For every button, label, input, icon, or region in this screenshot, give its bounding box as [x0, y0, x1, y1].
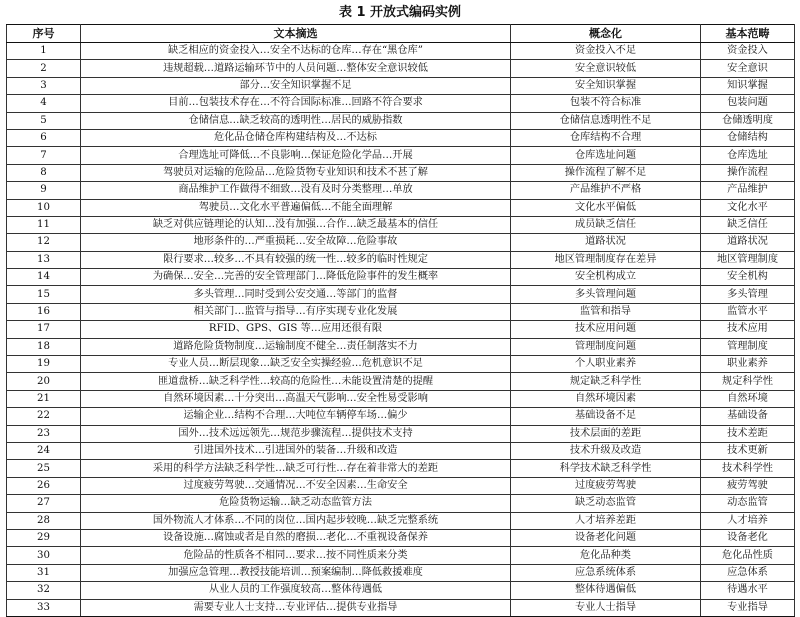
cell-text-excerpt: 自然环境因素…十分突出…高温天气影响…安全性易受影响 — [81, 390, 511, 407]
cell-text-excerpt: 运输企业…结构不合理…大吨位车辆停车场…偏少 — [81, 408, 511, 425]
table-row — [7, 129, 795, 146]
table-row — [7, 234, 795, 251]
table-row — [7, 425, 795, 442]
cell-concept: 基础设备不足 — [511, 408, 701, 425]
cell-category: 仓储结构 — [701, 129, 795, 146]
cell-category: 产品维护 — [701, 182, 795, 199]
cell-index: 5 — [7, 112, 81, 129]
cell-text-excerpt: 缺乏对供应链理论的认知…没有加强…合作…缺乏最基本的信任 — [81, 216, 511, 233]
cell-text-excerpt: 地形条件的…严重损耗…安全故障…危险事故 — [81, 234, 511, 251]
table-row — [7, 321, 795, 338]
cell-text-excerpt: 引进国外技术…引进国外的装备…升级和改造 — [81, 442, 511, 459]
cell-index: 1 — [7, 43, 81, 60]
cell-text-excerpt: 加强应急管理…教授技能培训…预案编制…降低救援难度 — [81, 564, 511, 581]
cell-index: 18 — [7, 338, 81, 355]
cell-concept: 安全知识掌握 — [511, 77, 701, 94]
cell-concept: 自然环境因素 — [511, 390, 701, 407]
cell-category: 动态监管 — [701, 495, 795, 512]
cell-text-excerpt: 违规超载…道路运输环节中的人员问题…整体安全意识较低 — [81, 60, 511, 77]
cell-text-excerpt: 目前…包装技术存在…不符合国际标准…回路不符合要求 — [81, 95, 511, 112]
cell-index: 9 — [7, 182, 81, 199]
cell-concept: 监管和指导 — [511, 303, 701, 320]
cell-text-excerpt: 国外…技术远远领先…规范步骤流程…提供技术支持 — [81, 425, 511, 442]
table-row — [7, 77, 795, 94]
cell-index: 30 — [7, 547, 81, 564]
cell-index: 31 — [7, 564, 81, 581]
cell-index: 28 — [7, 512, 81, 529]
table-row — [7, 564, 795, 581]
header-concept: 概念化 — [511, 25, 701, 43]
cell-category: 仓库选址 — [701, 147, 795, 164]
cell-text-excerpt: 相关部门…监管与指导…有序实现专业化发展 — [81, 303, 511, 320]
header-category: 基本范畴 — [701, 25, 795, 43]
cell-index: 20 — [7, 373, 81, 390]
cell-concept: 成员缺乏信任 — [511, 216, 701, 233]
cell-category: 包装问题 — [701, 95, 795, 112]
cell-concept: 多头管理问题 — [511, 286, 701, 303]
table-row — [7, 477, 795, 494]
cell-text-excerpt: 为确保…安全…完善的安全管理部门…降低危险事件的发生概率 — [81, 269, 511, 286]
table-header — [7, 25, 795, 43]
cell-index: 10 — [7, 199, 81, 216]
cell-index: 24 — [7, 442, 81, 459]
cell-text-excerpt: 限行要求…较多…不具有较强的统一性…较多的临时性规定 — [81, 251, 511, 268]
table-title: 表 1 开放式编码实例 — [338, 5, 462, 20]
cell-index: 21 — [7, 390, 81, 407]
cell-index: 6 — [7, 129, 81, 146]
cell-category: 规定科学性 — [701, 373, 795, 390]
cell-category: 仓储透明度 — [701, 112, 795, 129]
cell-concept: 管理制度问题 — [511, 338, 701, 355]
table-row — [7, 147, 795, 164]
cell-index: 27 — [7, 495, 81, 512]
cell-category: 技术科学性 — [701, 460, 795, 477]
cell-concept: 道路状况 — [511, 234, 701, 251]
cell-concept: 科学技术缺乏科学性 — [511, 460, 701, 477]
cell-concept: 操作流程了解不足 — [511, 164, 701, 181]
cell-category: 多头管理 — [701, 286, 795, 303]
table-body — [7, 43, 795, 617]
cell-category: 技术更新 — [701, 442, 795, 459]
table-row — [7, 60, 795, 77]
table-row — [7, 164, 795, 181]
cell-text-excerpt: 商品维护工作做得不细致…没有及时分类整理…单放 — [81, 182, 511, 199]
cell-text-excerpt: 仓储信息…缺乏较高的透明性…居民的威胁指数 — [81, 112, 511, 129]
header-text-excerpt: 文本摘选 — [81, 25, 511, 43]
cell-concept: 产品维护不严格 — [511, 182, 701, 199]
cell-index: 23 — [7, 425, 81, 442]
table-row — [7, 529, 795, 546]
cell-concept: 仓储信息透明性不足 — [511, 112, 701, 129]
cell-category: 操作流程 — [701, 164, 795, 181]
cell-category: 人才培养 — [701, 512, 795, 529]
cell-text-excerpt: 国外物流人才体系…不同的岗位…国内起步较晚…缺乏完整系统 — [81, 512, 511, 529]
cell-text-excerpt: 采用的科学方法缺乏科学性…缺乏可行性…存在着非常大的差距 — [81, 460, 511, 477]
cell-category: 设备老化 — [701, 529, 795, 546]
cell-concept: 文化水平偏低 — [511, 199, 701, 216]
table-row — [7, 582, 795, 599]
cell-index: 33 — [7, 599, 81, 616]
cell-index: 3 — [7, 77, 81, 94]
table-row — [7, 495, 795, 512]
cell-concept: 资金投入不足 — [511, 43, 701, 60]
table-row — [7, 251, 795, 268]
cell-concept: 包装不符合标准 — [511, 95, 701, 112]
cell-text-excerpt: 需要专业人士支持…专业评估…提供专业指导 — [81, 599, 511, 616]
cell-category: 技术应用 — [701, 321, 795, 338]
table-row — [7, 303, 795, 320]
cell-index: 17 — [7, 321, 81, 338]
cell-category: 应急体系 — [701, 564, 795, 581]
cell-concept: 规定缺乏科学性 — [511, 373, 701, 390]
cell-text-excerpt: 危化品仓储仓库构建结构及…不达标 — [81, 129, 511, 146]
cell-concept: 安全机构成立 — [511, 269, 701, 286]
cell-category: 危化品性质 — [701, 547, 795, 564]
cell-text-excerpt: RFID、GPS、GIS 等…应用还很有限 — [81, 321, 511, 338]
cell-category: 文化水平 — [701, 199, 795, 216]
cell-category: 待遇水平 — [701, 582, 795, 599]
cell-concept: 专业人士指导 — [511, 599, 701, 616]
table-row — [7, 512, 795, 529]
cell-concept: 仓库选址问题 — [511, 147, 701, 164]
cell-category: 自然环境 — [701, 390, 795, 407]
cell-text-excerpt: 从业人员的工作强度较高…整体待遇低 — [81, 582, 511, 599]
table-row — [7, 460, 795, 477]
table-row — [7, 269, 795, 286]
table-row — [7, 199, 795, 216]
cell-category: 专业指导 — [701, 599, 795, 616]
cell-concept: 过度疲劳驾驶 — [511, 477, 701, 494]
cell-concept: 设备老化问题 — [511, 529, 701, 546]
cell-concept: 技术升级及改造 — [511, 442, 701, 459]
cell-index: 12 — [7, 234, 81, 251]
cell-text-excerpt: 缺乏相应的资金投入…安全不达标的仓库…存在“黑仓库” — [81, 43, 511, 60]
cell-category: 职业素养 — [701, 356, 795, 373]
cell-concept: 仓库结构不合理 — [511, 129, 701, 146]
header-index: 序号 — [7, 25, 81, 43]
cell-concept: 地区管理制度存在差异 — [511, 251, 701, 268]
cell-category: 地区管理制度 — [701, 251, 795, 268]
cell-category: 安全机构 — [701, 269, 795, 286]
table-row — [7, 112, 795, 129]
cell-text-excerpt: 多头管理…同时受到公安交通…等部门的监督 — [81, 286, 511, 303]
cell-category: 道路状况 — [701, 234, 795, 251]
cell-concept: 应急系统体系 — [511, 564, 701, 581]
cell-index: 11 — [7, 216, 81, 233]
cell-index: 19 — [7, 356, 81, 373]
cell-category: 监管水平 — [701, 303, 795, 320]
cell-index: 13 — [7, 251, 81, 268]
header-row — [7, 25, 795, 43]
cell-concept: 整体待遇偏低 — [511, 582, 701, 599]
table-row — [7, 390, 795, 407]
table-row — [7, 547, 795, 564]
cell-text-excerpt: 专业人员…断层现象…缺乏安全实操经验…危机意识不足 — [81, 356, 511, 373]
table-row — [7, 43, 795, 60]
table-row — [7, 338, 795, 355]
cell-index: 8 — [7, 164, 81, 181]
table-row — [7, 356, 795, 373]
cell-index: 26 — [7, 477, 81, 494]
cell-concept: 个人职业素养 — [511, 356, 701, 373]
cell-text-excerpt: 驾驶员…文化水平普遍偏低…不能全面理解 — [81, 199, 511, 216]
cell-index: 14 — [7, 269, 81, 286]
cell-index: 2 — [7, 60, 81, 77]
table-row — [7, 373, 795, 390]
cell-index: 16 — [7, 303, 81, 320]
cell-text-excerpt: 驾驶员对运输的危险品…危险货物专业知识和技术不甚了解 — [81, 164, 511, 181]
cell-index: 32 — [7, 582, 81, 599]
cell-concept: 技术层面的差距 — [511, 425, 701, 442]
cell-index: 25 — [7, 460, 81, 477]
cell-text-excerpt: 过度疲劳驾驶…交通情况…不安全因素…生命安全 — [81, 477, 511, 494]
cell-text-excerpt: 部分…安全知识掌握不足 — [81, 77, 511, 94]
cell-category: 资金投入 — [701, 43, 795, 60]
cell-text-excerpt: 道路危险货物制度…运输制度不健全…责任制落实不力 — [81, 338, 511, 355]
cell-category: 缺乏信任 — [701, 216, 795, 233]
cell-text-excerpt: 危险货物运输…缺乏动态监管方法 — [81, 495, 511, 512]
cell-index: 7 — [7, 147, 81, 164]
cell-concept: 技术应用问题 — [511, 321, 701, 338]
cell-text-excerpt: 设备设施…腐蚀或者是自然的磨损…老化…不重视设备保养 — [81, 529, 511, 546]
cell-category: 技术差距 — [701, 425, 795, 442]
cell-index: 29 — [7, 529, 81, 546]
cell-category: 安全意识 — [701, 60, 795, 77]
table-row — [7, 216, 795, 233]
cell-text-excerpt: 危险品的性质各不相同…要求…按不同性质来分类 — [81, 547, 511, 564]
cell-text-excerpt: 合理选址可降低…不良影响…保证危险化学品…开展 — [81, 147, 511, 164]
table-row — [7, 286, 795, 303]
cell-category: 知识掌握 — [701, 77, 795, 94]
cell-concept: 危化品种类 — [511, 547, 701, 564]
cell-concept: 安全意识较低 — [511, 60, 701, 77]
cell-category: 疲劳驾驶 — [701, 477, 795, 494]
cell-index: 4 — [7, 95, 81, 112]
cell-concept: 缺乏动态监管 — [511, 495, 701, 512]
cell-text-excerpt: 匪道盘桥…缺乏科学性…较高的危险性…未能设置清楚的提醒 — [81, 373, 511, 390]
cell-index: 15 — [7, 286, 81, 303]
table-row — [7, 95, 795, 112]
table-row — [7, 182, 795, 199]
table-row — [7, 408, 795, 425]
table-row — [7, 442, 795, 459]
coding-table — [6, 24, 795, 617]
cell-category: 管理制度 — [701, 338, 795, 355]
table-row — [7, 599, 795, 616]
cell-category: 基础设备 — [701, 408, 795, 425]
cell-index: 22 — [7, 408, 81, 425]
cell-concept: 人才培养差距 — [511, 512, 701, 529]
